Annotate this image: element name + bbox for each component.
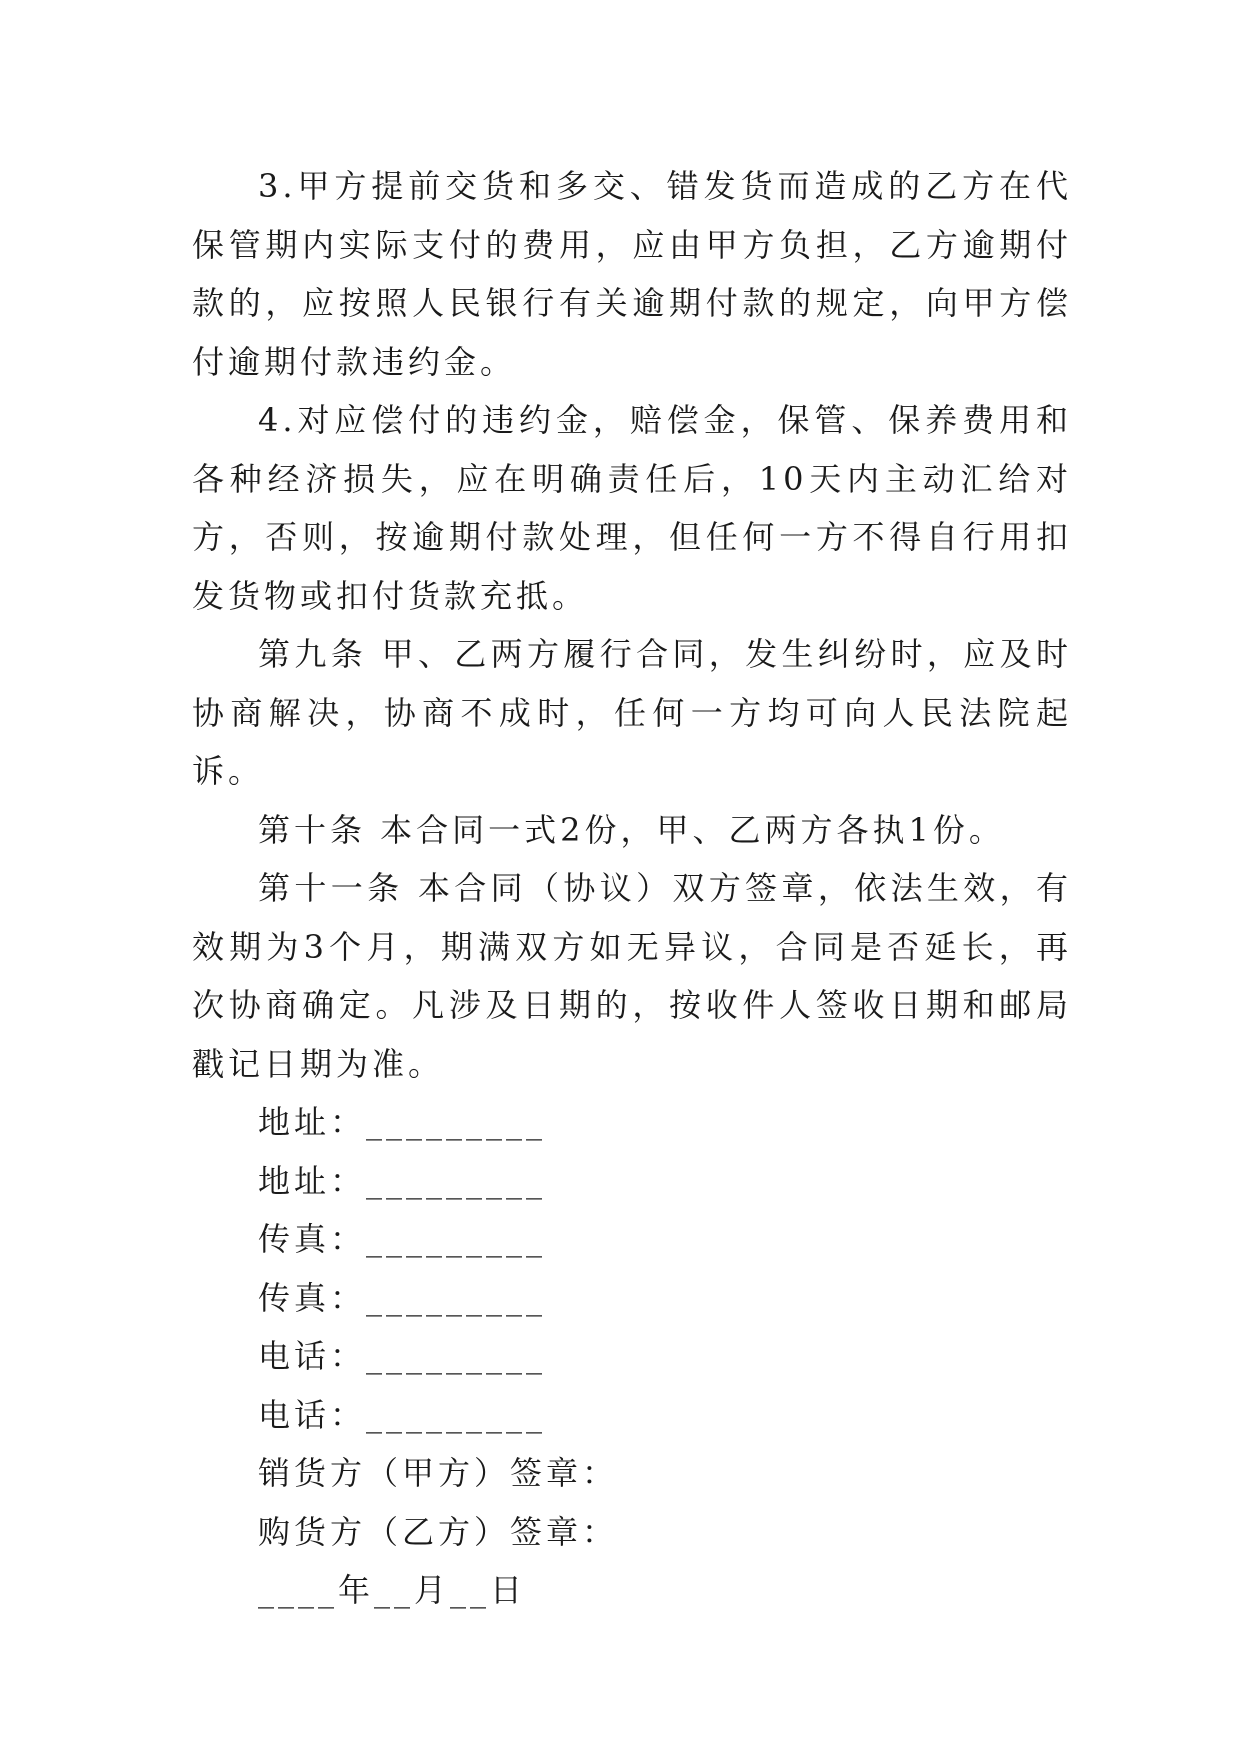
article-11-paragraph: 第十一条 本合同（协议）双方签章，依法生效，有效期为3个月，期满双方如无异议，合同是否延长，再次协商确定。凡涉及日期的，按收件人签收日期和邮局戳记日期为准。	[192, 869, 1072, 1083]
contract-body	[192, 157, 1072, 1620]
buyer-signature-line: 购货方（乙方）签章：	[258, 1512, 619, 1551]
seller-signature-line: 销货方（甲方）签章：	[258, 1454, 619, 1492]
clause-3-paragraph: 3.甲方提前交货和多交、错发货而造成的乙方在代保管期内实际支付的费用，应由甲方负担，乙方逾期付款的，应按照人民银行有关逾期付款的规定，向甲方偿付逾期付款违约金。	[192, 167, 1072, 381]
article-9-paragraph: 第九条 甲、乙两方履行合同，发生纠纷时，应及时协商解决，协商不成时，任何一方均可向人民法院起诉。	[192, 635, 1072, 790]
fax-field-1: 传真：_________	[258, 1220, 547, 1258]
fax-field-2: 传真：_________	[258, 1278, 547, 1317]
phone-field-1: 电话：_________	[258, 1337, 547, 1375]
article-10-paragraph: 第十条 本合同一式2份，甲、乙两方各执1份。	[258, 810, 1005, 849]
address-field-1: 地址：_________	[258, 1103, 547, 1141]
date-line: ____年__月__日	[258, 1571, 527, 1609]
clause-4-paragraph: 4.对应偿付的违约金，赔偿金，保管、保养费用和各种经济损失，应在明确责任后，10天内主动汇给对方，否则，按逾期付款处理，但任何一方不得自行用扣发货物或扣付货款充抵。	[192, 401, 1072, 615]
phone-field-2: 电话：_________	[258, 1395, 547, 1434]
address-field-2: 地址：_________	[258, 1161, 547, 1200]
